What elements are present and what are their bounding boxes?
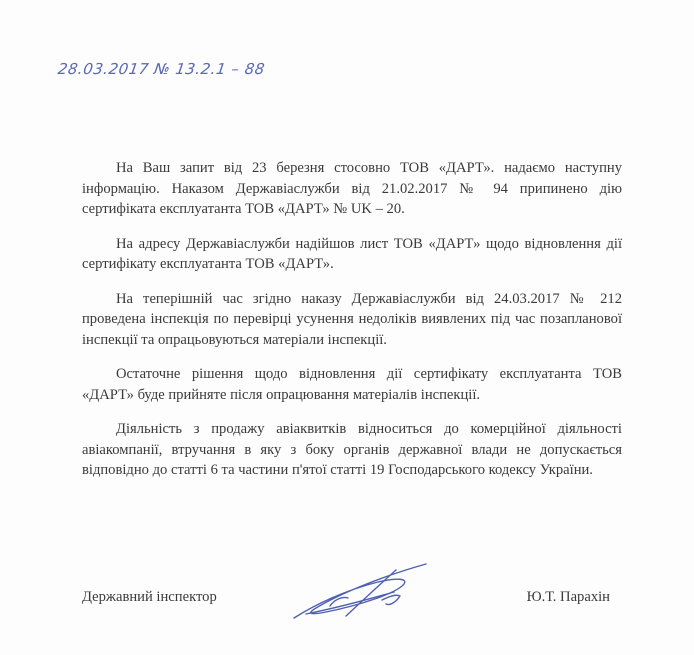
letter-body (82, 158, 622, 495)
paragraph-ticket-sales: Діяльність з продажу авіаквитків відноситься до комерційної діяльності авіакомпанії, втручання в яку з боку органів державної влади не допускається відповідно до статті 6 та частини п'ятої статті 19 Господарського кодексу України. (82, 421, 622, 478)
handwritten-signature-icon (286, 556, 446, 626)
paragraph-final-decision: Остаточне рішення щодо відновлення дії сертифікату експлуатанта ТОВ «ДАРТ» буде прийняте після опрацювання матеріалів інспекції. (82, 366, 622, 403)
paragraph-request-info: На Ваш запит від 23 березня стосовно ТОВ «ДАРТ». надаємо наступну інформацію. Наказом Державіаслужби від 21.02.2017 № 94 припинено дію сертифіката експлуатанта ТОВ «ДАРТ» № UK – 20. (82, 160, 622, 217)
paragraph-letter-received: На адресу Державіаслужби надійшов лист ТОВ «ДАРТ» щодо відновлення дії сертифікату експлуатанта ТОВ «ДАРТ». (82, 235, 622, 272)
signatory-title: Державний інспектор (82, 589, 217, 605)
paragraph-inspection: На теперішній час згідно наказу Державіаслужби від 24.03.2017 № 212 проведена інспекція по перевірці усунення недоліків виявлених під час позапланової інспекції та опрацьовуються матеріали інспекції. (82, 290, 622, 348)
signatory-name: Ю.Т. Парахін (526, 589, 610, 605)
handwritten-reference-number: 28.03.2017 № 13.2.1 – 88 (56, 60, 267, 78)
